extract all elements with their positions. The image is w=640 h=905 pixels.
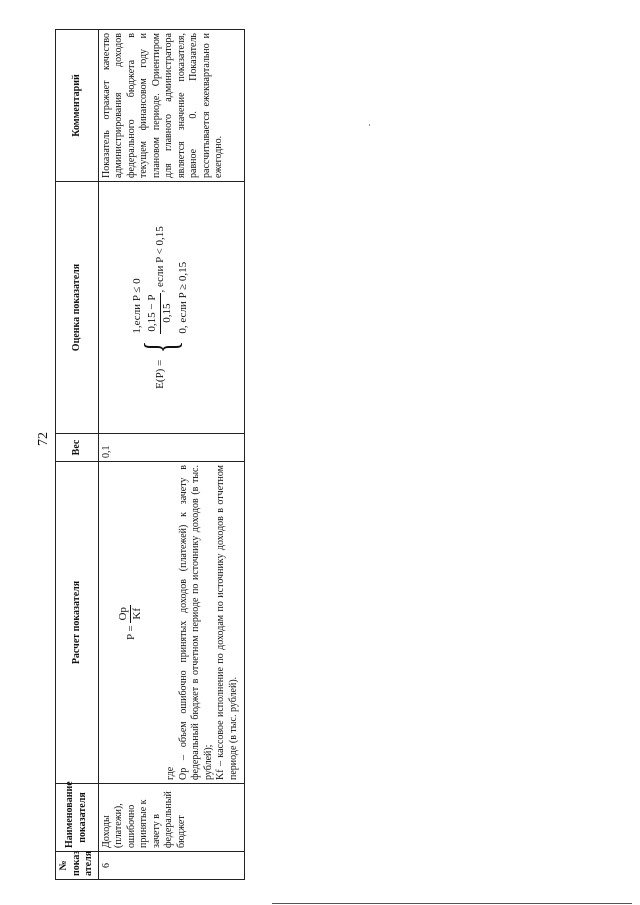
indicator-table-container	[55, 30, 245, 880]
brace-icon: {	[134, 340, 186, 353]
eval-case-2-numerator: 0,15 − P	[146, 293, 161, 334]
calc-formula	[117, 465, 146, 780]
calc-numerator: Op	[117, 605, 132, 622]
eval-case-3: 0, если P ≥ 0,15	[176, 261, 189, 334]
eval-case-2-fraction	[146, 293, 175, 334]
header-eval: Оценка показателя	[56, 182, 99, 434]
eval-case-1: 1,если P ≤ 0	[130, 278, 143, 334]
indicator-table	[55, 29, 245, 880]
calc-denominator: Kf	[131, 607, 144, 620]
cell-eval	[98, 182, 245, 434]
calc-definition-op: Op – объем ошибочно принятых доходов (платежей) к зачету в федеральный бюджет в отчетном периоде по источнику доходов (в тыс. рублей);	[177, 465, 214, 780]
cell-calc	[98, 462, 245, 784]
scan-mark	[369, 124, 370, 126]
eval-case-2	[146, 226, 175, 333]
cell-num: 6	[98, 852, 245, 880]
eval-formula	[131, 185, 191, 430]
cell-comment: Показатель отражает качество администрирования доходов федерального бюджета в текущем финансовом году и плановом периоде. Ориентиром для главного администратора является значение показателя, равное 0. Показатель рассчитывается ежеквартально и ежегодно.	[98, 30, 245, 182]
calc-where: где	[165, 766, 176, 780]
bottom-rule	[272, 903, 632, 904]
header-name: Наименование показателя	[56, 784, 99, 852]
header-calc: Расчет показателя	[56, 462, 99, 784]
eval-case-2-denominator: 0,15	[161, 303, 173, 323]
eval-cases	[131, 226, 191, 333]
header-num: № показ ателя	[56, 852, 99, 880]
header-weight: Вес	[56, 434, 99, 462]
cell-weight: 0,1	[98, 434, 245, 462]
cell-name: Доходы (платежи), ошибочно принятые к зачету в федеральный бюджет	[98, 784, 245, 852]
table-row	[98, 30, 245, 880]
page-number: 72	[36, 432, 51, 446]
calc-fraction	[117, 605, 146, 622]
eval-case-2-condition: , если P < 0,15	[154, 226, 167, 293]
table-header-row	[56, 30, 99, 880]
calc-formula-lhs: P =	[124, 625, 137, 640]
eval-lhs: E(P) =	[153, 359, 166, 389]
calc-definition-kf: Kf – кассовое исполнение по доходам по источнику доходов в отчетном периоде (в тыс. рублей).	[215, 465, 239, 780]
header-comment: Комментарий	[56, 30, 99, 182]
